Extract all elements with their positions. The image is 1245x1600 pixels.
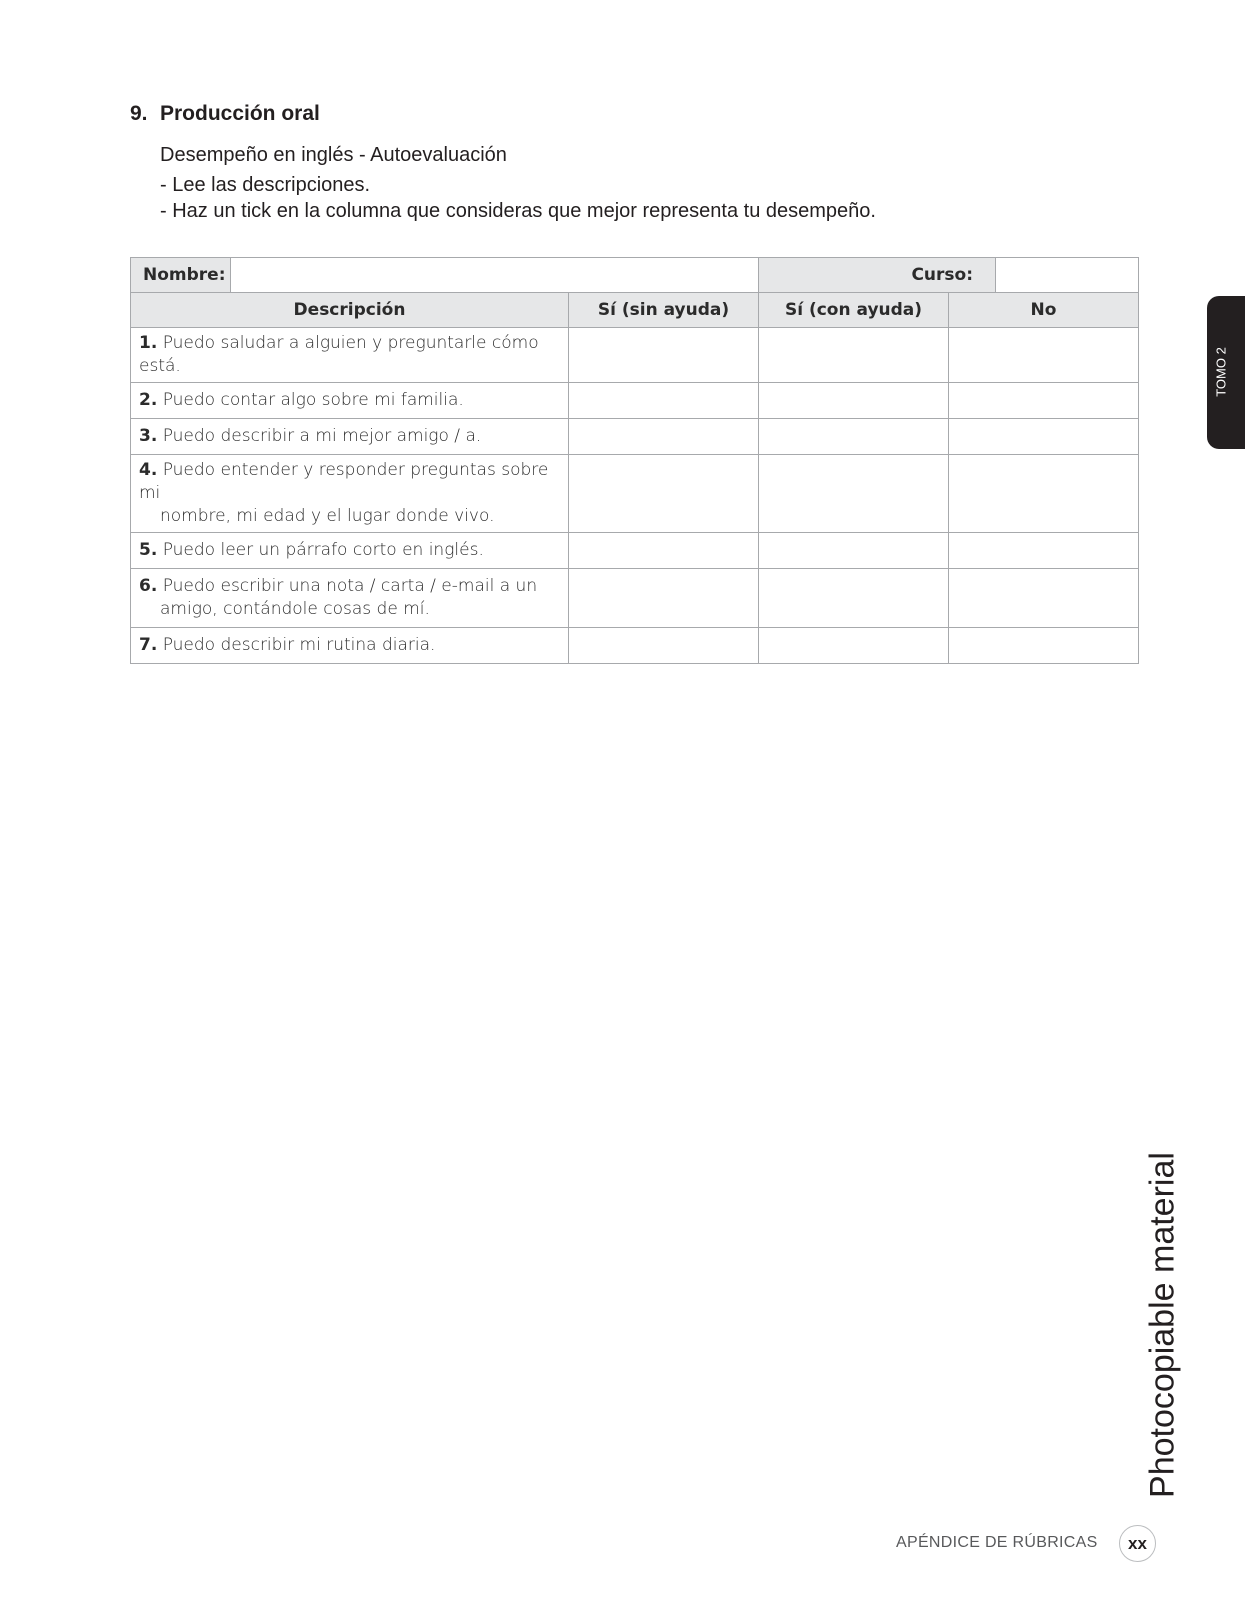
footer-section-label: APÉNDICE DE RÚBRICAS (896, 1534, 1098, 1551)
row-number: 6. (139, 576, 158, 596)
tick-cell-no[interactable] (949, 628, 1139, 664)
tick-cell-yes-unaided[interactable] (569, 569, 759, 628)
course-label: Curso: (911, 265, 974, 285)
instruction-line: - Lee las descripciones. (160, 174, 371, 196)
table-row (131, 533, 1139, 569)
row-description (131, 455, 569, 533)
column-header-yes-aided: Sí (con ayuda) (759, 293, 949, 328)
table-row (131, 455, 1139, 533)
row-number: 3. (139, 426, 158, 446)
row-text-continued: amigo, contándole cosas de mí. (160, 599, 430, 619)
row-description (131, 383, 569, 419)
tick-cell-yes-aided[interactable] (759, 383, 949, 419)
instruction-line: - Haz un tick en la columna que consideras que mejor representa tu desempeño. (160, 200, 876, 222)
row-text: Puedo saludar a alguien y preguntarle cómo está. (139, 333, 539, 376)
instructions-block (160, 142, 876, 224)
row-text: Puedo describir a mi mejor amigo / a. (162, 426, 482, 446)
tick-cell-yes-unaided[interactable] (569, 328, 759, 383)
tick-cell-yes-aided[interactable] (759, 628, 949, 664)
row-description (131, 419, 569, 455)
table-row (131, 419, 1139, 455)
row-description (131, 569, 569, 628)
name-course-row (131, 258, 1139, 293)
tick-cell-yes-aided[interactable] (759, 533, 949, 569)
row-number: 5. (139, 540, 158, 560)
tick-cell-yes-unaided[interactable] (569, 628, 759, 664)
tick-cell-yes-aided[interactable] (759, 328, 949, 383)
column-header-yes-unaided: Sí (sin ayuda) (569, 293, 759, 328)
section-heading (130, 102, 320, 126)
row-text: Puedo leer un párrafo corto en inglés. (162, 540, 484, 560)
table-row (131, 328, 1139, 383)
course-label-cell (759, 258, 996, 293)
tick-cell-no[interactable] (949, 455, 1139, 533)
name-field[interactable] (231, 258, 759, 293)
row-number: 7. (139, 635, 158, 655)
tick-cell-yes-aided[interactable] (759, 569, 949, 628)
tick-cell-no[interactable] (949, 533, 1139, 569)
self-assessment-table (130, 257, 1139, 664)
tick-cell-no[interactable] (949, 383, 1139, 419)
row-text: Puedo entender y responder preguntas sobre mi (139, 460, 549, 503)
row-text: Puedo escribir una nota / carta / e-mail a un (162, 576, 538, 596)
section-title: Producción oral (160, 102, 320, 125)
section-subtitle: Desempeño en inglés - Autoevaluación (160, 144, 507, 166)
row-number: 2. (139, 390, 158, 410)
tick-cell-yes-unaided[interactable] (569, 419, 759, 455)
tick-cell-no[interactable] (949, 328, 1139, 383)
row-description (131, 628, 569, 664)
tick-cell-no[interactable] (949, 569, 1139, 628)
section-number: 9. (130, 102, 148, 125)
tick-cell-yes-unaided[interactable] (569, 455, 759, 533)
table-row (131, 383, 1139, 419)
photocopiable-label: Photocopiable material (1143, 1152, 1182, 1498)
page-number-badge (1119, 1525, 1156, 1562)
course-field[interactable] (996, 258, 1139, 293)
tick-cell-yes-aided[interactable] (759, 419, 949, 455)
tick-cell-no[interactable] (949, 419, 1139, 455)
column-header-description: Descripción (131, 293, 569, 328)
table-header-row (131, 293, 1139, 328)
table-row (131, 628, 1139, 664)
row-text-continued: nombre, mi edad y el lugar donde vivo. (160, 506, 495, 526)
tick-cell-yes-unaided[interactable] (569, 383, 759, 419)
table-row (131, 569, 1139, 628)
column-header-no: No (949, 293, 1139, 328)
row-text: Puedo describir mi rutina diaria. (162, 635, 436, 655)
row-description (131, 533, 569, 569)
volume-tab (1207, 296, 1245, 449)
page-number: xx (1128, 1533, 1147, 1553)
row-number: 1. (139, 333, 158, 353)
volume-tab-label: TOMO 2 (1213, 347, 1229, 397)
row-description (131, 328, 569, 383)
name-label: Nombre: (131, 258, 231, 293)
row-text: Puedo contar algo sobre mi familia. (162, 390, 464, 410)
row-number: 4. (139, 460, 158, 480)
tick-cell-yes-aided[interactable] (759, 455, 949, 533)
tick-cell-yes-unaided[interactable] (569, 533, 759, 569)
